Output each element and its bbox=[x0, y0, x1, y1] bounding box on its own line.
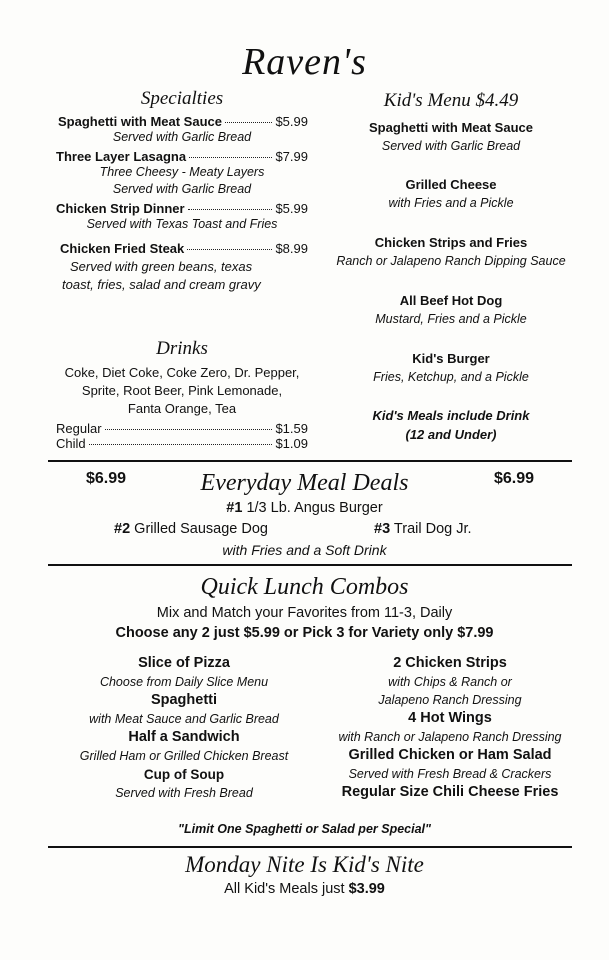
leader-dots bbox=[188, 209, 273, 210]
kids-nite-text: All Kid's Meals just bbox=[224, 881, 345, 897]
combos-right-column bbox=[318, 654, 582, 802]
combos-left-column bbox=[64, 654, 304, 802]
drinks-heading: Drinks bbox=[156, 338, 208, 359]
kids-note-line: Kid's Meals include Drink bbox=[372, 408, 530, 423]
combo-item-desc: Choose from Daily Slice Menu bbox=[99, 675, 269, 689]
kids-item-desc: Ranch or Jalapeno Ranch Dipping Sauce bbox=[336, 254, 566, 268]
drink-size-label: Regular bbox=[56, 421, 102, 436]
deal-1 bbox=[0, 500, 609, 516]
item-name: Three Layer Lasagna bbox=[56, 149, 187, 164]
combo-item-name: Grilled Chicken or Ham Salad bbox=[348, 747, 552, 763]
kids-nite-heading: Monday Nite Is Kid's Nite bbox=[185, 852, 424, 877]
deal-name: Trail Dog Jr. bbox=[393, 521, 472, 537]
divider bbox=[48, 564, 572, 566]
lunch-combos-line2: Choose any 2 just $5.99 or Pick 3 for Variety only $7.99 bbox=[115, 625, 494, 641]
kids-item-desc: Mustard, Fries and a Pickle bbox=[375, 312, 527, 326]
combo-item-desc: Served with Fresh Bread & Crackers bbox=[348, 767, 552, 781]
drinks-section bbox=[56, 338, 308, 451]
kids-nite-line bbox=[0, 881, 609, 897]
combo-item-desc: Jalapeno Ranch Dressing bbox=[378, 693, 522, 707]
kids-item-desc: Served with Garlic Bread bbox=[381, 139, 521, 153]
drink-size-row bbox=[56, 421, 308, 436]
combo-item-name: Cup of Soup bbox=[143, 767, 225, 782]
deal-note: with Fries and a Soft Drink bbox=[222, 542, 387, 558]
restaurant-title: Raven's bbox=[242, 41, 367, 83]
lunch-combos-line1: Mix and Match your Favorites from 11-3, Daily bbox=[156, 605, 453, 621]
menu-item bbox=[56, 201, 308, 233]
leader-dots bbox=[89, 444, 273, 445]
item-desc: Served with Texas Toast and Fries bbox=[86, 217, 278, 231]
item-price: $5.99 bbox=[275, 201, 308, 216]
item-price: $5.99 bbox=[275, 114, 308, 129]
menu-item bbox=[56, 241, 308, 294]
deal-number: #3 bbox=[374, 521, 391, 537]
drinks-list: Fanta Orange, Tea bbox=[127, 401, 237, 416]
menu-item bbox=[56, 149, 308, 198]
kids-note bbox=[320, 406, 582, 444]
kids-item bbox=[320, 175, 582, 212]
drinks-list: Sprite, Root Beer, Pink Lemonade, bbox=[81, 383, 283, 398]
deal-price-right: $6.99 bbox=[494, 470, 535, 487]
deal-name: Grilled Sausage Dog bbox=[134, 521, 268, 537]
item-price: $8.99 bbox=[275, 241, 308, 256]
combo-item-name: 4 Hot Wings bbox=[408, 710, 492, 726]
combo-item-name: Spaghetti bbox=[150, 692, 218, 708]
item-name: Spaghetti with Meat Sauce bbox=[58, 114, 222, 129]
leader-dots bbox=[105, 429, 273, 430]
lunch-combos-heading: Quick Lunch Combos bbox=[200, 574, 409, 600]
combo-item-desc: with Chips & Ranch or bbox=[388, 675, 512, 689]
deal-3 bbox=[374, 521, 472, 537]
limit-note: "Limit One Spaghetti or Salad per Special" bbox=[178, 822, 431, 836]
combo-item-desc: with Meat Sauce and Garlic Bread bbox=[89, 712, 279, 726]
combo-item-name: Half a Sandwich bbox=[128, 729, 240, 745]
kids-item bbox=[320, 291, 582, 328]
item-desc: Served with Garlic Bread bbox=[112, 182, 252, 196]
kids-item bbox=[320, 118, 582, 155]
kids-item-name: All Beef Hot Dog bbox=[399, 293, 503, 308]
deal-number: #2 bbox=[114, 521, 131, 537]
deal-2 bbox=[114, 521, 268, 537]
deal-number: #1 bbox=[226, 500, 243, 516]
divider bbox=[48, 460, 572, 462]
drinks-list: Coke, Diet Coke, Coke Zero, Dr. Pepper, bbox=[64, 365, 300, 380]
leader-dots bbox=[225, 122, 272, 123]
item-desc: Served with Garlic Bread bbox=[112, 130, 252, 144]
combo-item-name: Regular Size Chili Cheese Fries bbox=[341, 784, 559, 800]
item-name: Chicken Fried Steak bbox=[60, 241, 185, 256]
kids-item bbox=[320, 233, 582, 270]
drink-size-label: Child bbox=[56, 436, 86, 451]
drink-size-price: $1.59 bbox=[275, 421, 308, 436]
kids-item-name: Grilled Cheese bbox=[405, 177, 497, 192]
specialties-section bbox=[56, 88, 308, 294]
combo-item-desc: Grilled Ham or Grilled Chicken Breast bbox=[79, 749, 289, 763]
drink-size-row bbox=[56, 436, 308, 451]
item-desc: Three Cheesy - Meaty Layers bbox=[99, 165, 265, 179]
kids-note-line: (12 and Under) bbox=[405, 427, 497, 442]
leader-dots bbox=[189, 157, 272, 158]
divider bbox=[48, 846, 572, 848]
kids-item-name: Spaghetti with Meat Sauce bbox=[369, 120, 533, 135]
kids-item-name: Chicken Strips and Fries bbox=[374, 235, 528, 250]
kids-item-name: Kid's Burger bbox=[412, 351, 490, 366]
kids-menu-heading: Kid's Menu $4.49 bbox=[383, 90, 519, 111]
drink-size-price: $1.09 bbox=[275, 436, 308, 451]
specialties-heading: Specialties bbox=[140, 88, 224, 109]
leader-dots bbox=[187, 249, 272, 250]
kids-nite-price: $3.99 bbox=[348, 881, 385, 897]
item-desc: Served with green beans, texas bbox=[70, 259, 253, 274]
deal-name: 1/3 Lb. Angus Burger bbox=[246, 500, 383, 516]
item-price: $7.99 bbox=[275, 149, 308, 164]
menu-item bbox=[56, 114, 308, 146]
combo-item-name: Slice of Pizza bbox=[138, 655, 230, 671]
deal-price-left: $6.99 bbox=[86, 470, 127, 487]
kids-item bbox=[320, 349, 582, 386]
kids-item-desc: with Fries and a Pickle bbox=[388, 196, 514, 210]
combo-item-desc: Served with Fresh Bread bbox=[115, 786, 253, 800]
combo-item-desc: with Ranch or Jalapeno Ranch Dressing bbox=[338, 730, 562, 744]
kids-menu-section bbox=[320, 90, 582, 444]
item-desc: toast, fries, salad and cream gravy bbox=[62, 277, 261, 292]
combo-item-name: 2 Chicken Strips bbox=[393, 655, 507, 671]
kids-item-desc: Fries, Ketchup, and a Pickle bbox=[373, 370, 529, 384]
meal-deals-heading: Everyday Meal Deals bbox=[200, 470, 409, 496]
item-name: Chicken Strip Dinner bbox=[56, 201, 185, 216]
